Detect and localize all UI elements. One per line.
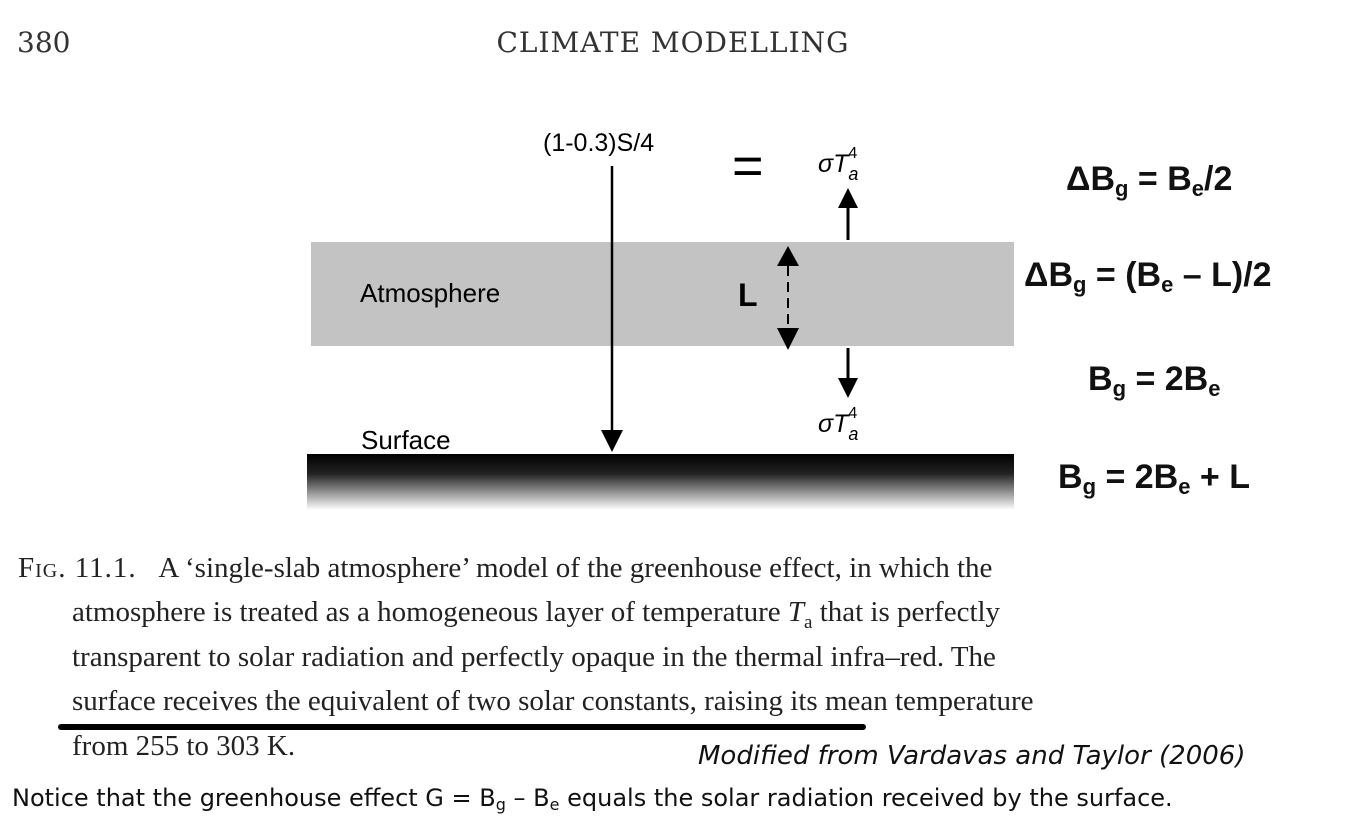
caption-line-2 — [72, 596, 1000, 634]
surface-label: Surface — [361, 425, 451, 455]
temperature-subscript: a — [804, 611, 813, 633]
atmosphere-label: Atmosphere — [360, 278, 501, 308]
eq-tail: /2 — [1204, 160, 1233, 198]
subscript: a — [848, 164, 859, 184]
caption-text: that is perfectly — [812, 596, 1001, 628]
eq-rhs: = 2B — [1135, 360, 1209, 398]
note-part: – B — [505, 784, 550, 812]
eq-rhs-sub: e — [1178, 474, 1191, 499]
page-number: 380 — [17, 26, 71, 59]
running-title: CLIMATE MODELLING — [496, 26, 850, 59]
caption-line-4: surface receives the equivalent of two solar constants, raising its mean temperature — [72, 685, 1034, 717]
equation-2 — [1024, 256, 1272, 298]
caption-line-1 — [18, 552, 992, 585]
sigma-ta4-down — [818, 405, 858, 444]
solar-arrow-head — [601, 430, 623, 452]
caption-line-5: from 255 to 303 K. — [72, 730, 296, 762]
note-text — [12, 784, 1173, 814]
subscript: a — [848, 424, 859, 444]
temperature-variable: T — [787, 596, 804, 628]
equation-1 — [1066, 160, 1232, 202]
caption-line-3: transparent to solar radiation and perfectly opaque in the thermal infra–red. The — [72, 641, 996, 673]
superscript: 4 — [848, 145, 858, 162]
down-arrow-head — [838, 378, 858, 398]
l-label: L — [738, 277, 758, 313]
eq-rhs-sub: e — [1191, 176, 1205, 201]
superscript: 4 — [848, 405, 858, 422]
caption-text: atmosphere is treated as a homogeneous layer of temperature — [72, 596, 788, 628]
eq-tail: – L)/2 — [1173, 256, 1272, 294]
eq-tail: + L — [1190, 458, 1251, 496]
eq-rhs-sub: e — [1208, 376, 1221, 401]
figure-label: Fig. 11.1. — [18, 552, 137, 584]
eq-rhs: = B — [1137, 160, 1192, 198]
eq-lhs: ΔB — [1024, 256, 1073, 294]
eq-rhs: = (B — [1095, 256, 1162, 294]
surface-layer — [307, 454, 1014, 510]
sigma-symbol: σT — [818, 410, 849, 438]
eq-lhs-sub: g — [1115, 176, 1129, 201]
solar-input-label: (1-0.3)S/4 — [543, 129, 655, 157]
note-subscript: e — [549, 795, 560, 814]
caption-text: A ‘single-slab atmosphere’ model of the greenhouse effect, in which the — [158, 552, 993, 584]
sigma-symbol: σT — [818, 150, 849, 178]
eq-lhs-sub: g — [1112, 376, 1127, 401]
equation-3 — [1088, 360, 1220, 402]
eq-lhs: B — [1058, 458, 1083, 496]
equals-sign: = — [732, 136, 764, 196]
up-arrow-head — [838, 188, 858, 208]
sigma-ta4-up — [818, 145, 858, 184]
eq-rhs: = 2B — [1105, 458, 1179, 496]
eq-lhs-sub: g — [1082, 474, 1097, 499]
eq-lhs: B — [1088, 360, 1113, 398]
eq-lhs-sub: g — [1073, 272, 1087, 297]
equation-4 — [1058, 458, 1250, 500]
attribution: Modified from Vardavas and Taylor (2006) — [698, 741, 1246, 771]
eq-lhs: ΔB — [1066, 160, 1115, 198]
note-subscript: g — [495, 795, 506, 814]
note-part: equals the solar radiation received by the surface. — [559, 784, 1173, 812]
note-part: Notice that the greenhouse effect G = B — [12, 784, 496, 812]
eq-rhs-sub: e — [1161, 272, 1174, 297]
